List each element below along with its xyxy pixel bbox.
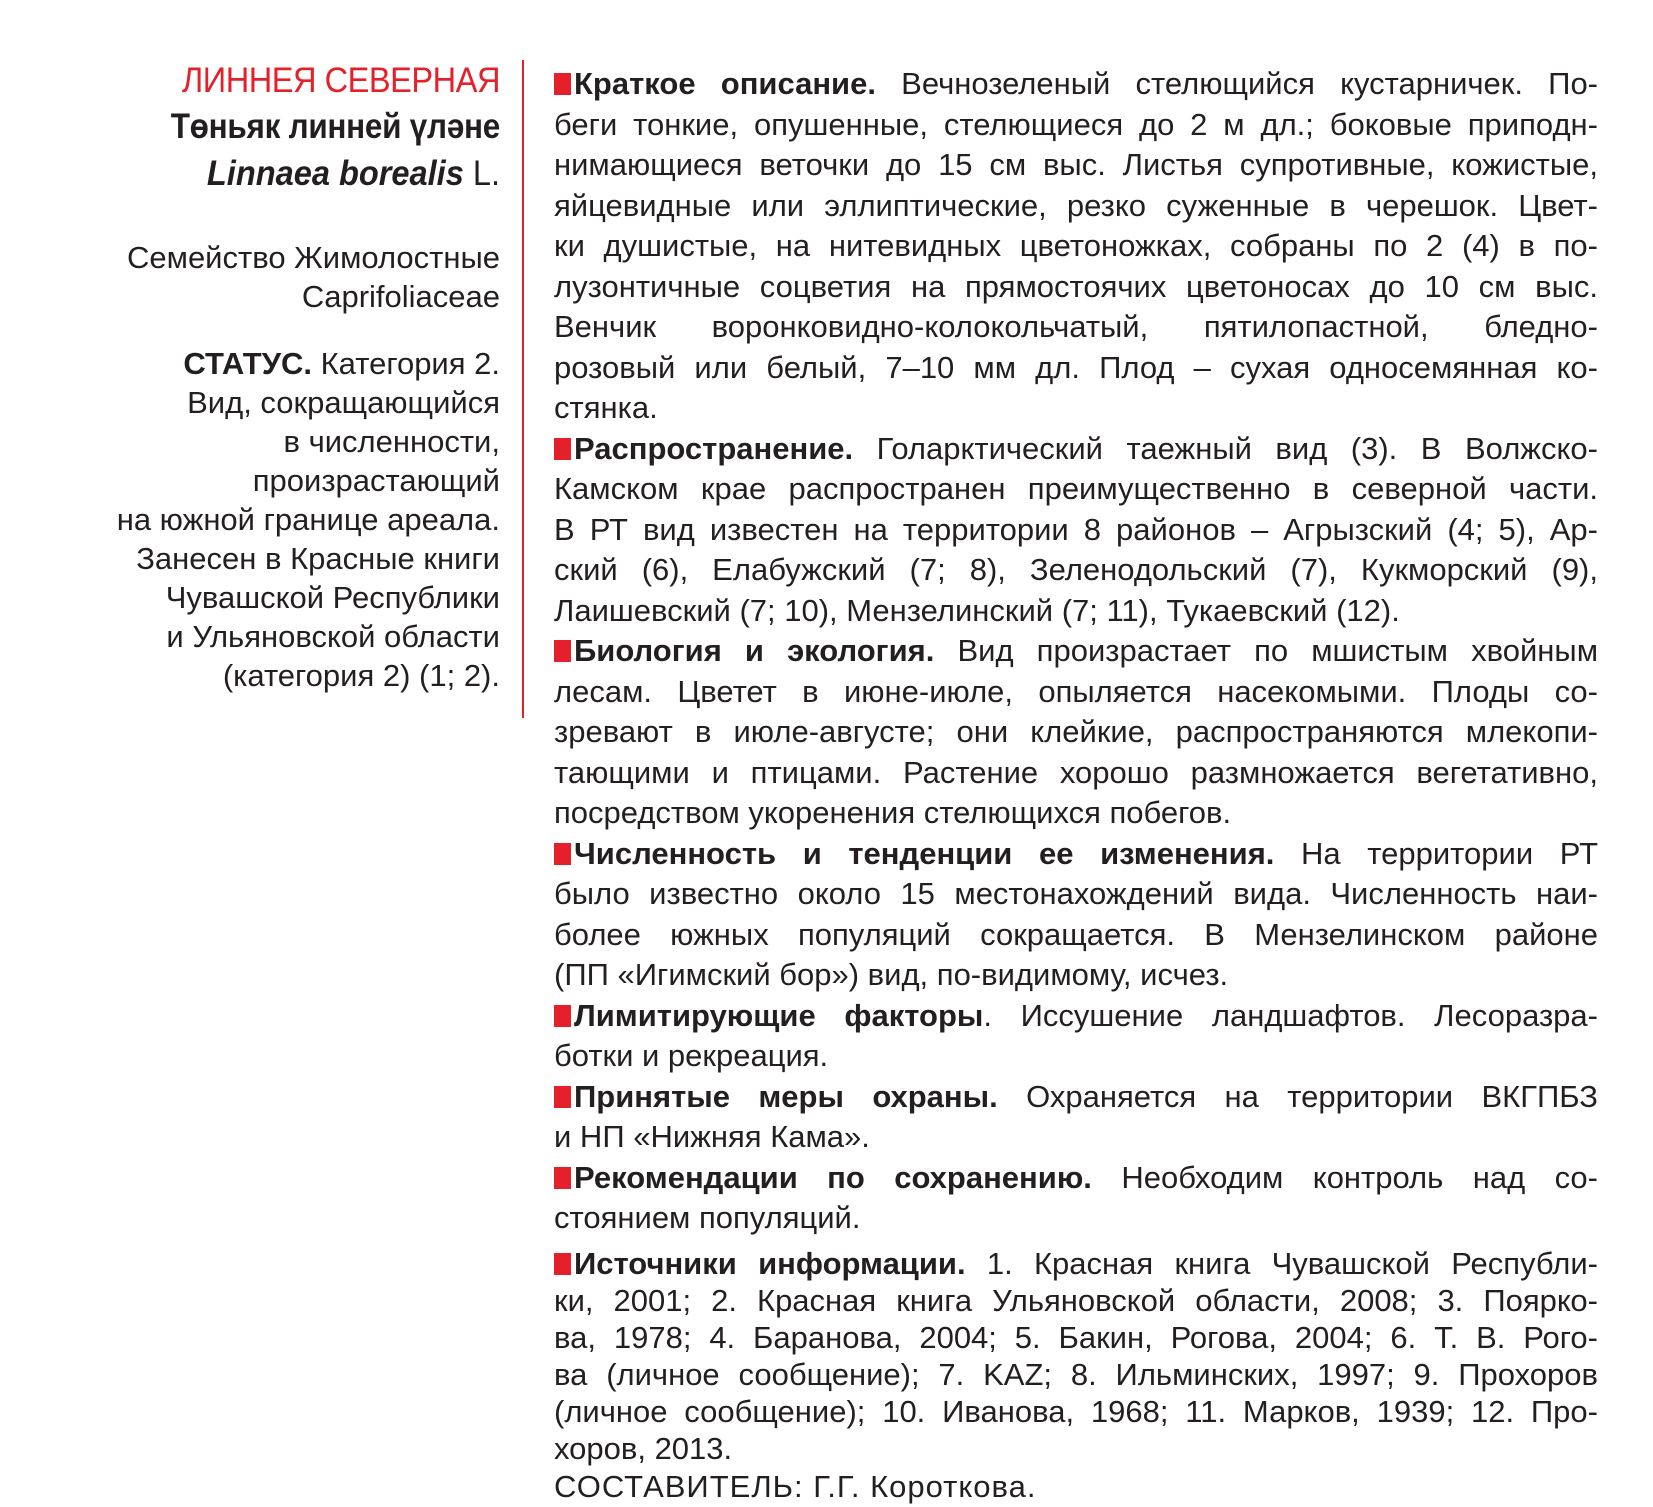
section-heading: Рекомендации по сохранению. <box>574 1159 1092 1195</box>
text-line: Принятые меры охраны. Охраняется на территории ВКГПБЗ <box>554 1077 1598 1118</box>
text-line: (ПП «Игимский бор») вид, по-видимому, исчез. <box>554 957 1229 992</box>
status-category: Категория 2. <box>312 346 500 381</box>
status-text-line: Занесен в Красные книги <box>136 541 500 576</box>
species-body-column <box>554 64 1598 1507</box>
section-marker-icon <box>554 1005 571 1027</box>
section-marker-icon <box>554 438 571 460</box>
text-line: Источники информации. 1. Красная книга Чувашской Республи- <box>554 1245 1598 1282</box>
text-line: ботки и рекреация. <box>554 1038 829 1073</box>
species-title-tatar: Төньяк линней үләне <box>170 107 500 146</box>
text-line: Лаишевский (7; 10), Мензелинский (7; 11), Тукаевский (12). <box>554 592 1400 628</box>
text-line: розовый или белый, 7–10 мм дл. Плод – сухая односемянная ко- <box>554 349 1598 385</box>
section-marker-icon <box>554 1167 571 1189</box>
status-text-line: Чувашской Республики <box>165 580 500 615</box>
status-text-line: Вид, сокращающийся <box>187 385 500 420</box>
text-line: хоров, 2013. <box>554 1430 733 1466</box>
section-description <box>554 64 1598 429</box>
section-recommendations <box>554 1158 1598 1239</box>
section-limiting-factors <box>554 996 1598 1077</box>
section-heading: Принятые меры охраны. <box>574 1078 998 1114</box>
text-line: ский (6), Елабужский (7; 8), Зеленодольский (7), Кукморский (9), <box>554 552 1598 587</box>
section-protection-measures <box>554 1077 1598 1158</box>
species-title-latin <box>91 150 500 198</box>
text-line: и НП «Нижняя Кама». <box>554 1119 870 1154</box>
text-line: ва, 1978; 4. Баранова, 2004; 5. Бакин, Рогова, 2004; 6. Т. В. Рого- <box>554 1319 1598 1355</box>
text-line: посредством укоренения стелющихся побегов. <box>554 795 1232 830</box>
status-text-line: в численности, <box>283 424 500 459</box>
text-line: Распространение. Голарктический таежный вид (3). В Волжско- <box>554 429 1598 470</box>
section-heading: Численность и тенденции ее изменения. <box>574 835 1275 871</box>
section-heading: Источники информации. <box>574 1245 966 1281</box>
status-line <box>60 344 500 383</box>
status-label: СТАТУС. <box>183 346 312 381</box>
section-marker-icon <box>554 1086 571 1108</box>
status-text-line: и Ульяновской области <box>166 619 500 654</box>
section-marker-icon <box>554 640 571 662</box>
text-line: ки душистые, на нитевидных цветоножках, собраны по 2 (4) в по- <box>554 228 1598 263</box>
text-line: (личное сообщение); 10. Иванова, 1968; 11. Марков, 1939; 12. Про- <box>554 1393 1598 1429</box>
text-line: В РТ вид известен на территории 8 районов – Агрызский (4; 5), Ар- <box>554 511 1598 547</box>
text-line: лузонтичные соцветия на прямостоячих цветоносах до 10 см выс. <box>554 268 1598 304</box>
text-line: Численность и тенденции ее изменения. На территории РТ <box>554 834 1598 875</box>
text-line: Биология и экология. Вид произрастает по мшистым хвойным <box>554 631 1598 672</box>
text-line: ва (личное сообщение); 7. KAZ; 8. Ильминских, 1997; 9. Прохоров <box>554 1356 1598 1392</box>
section-heading: Биология и экология. <box>574 633 935 668</box>
text-line: яйцевидные или эллиптические, резко суженные в черешок. Цвет- <box>554 187 1598 223</box>
text-line: Камском крае распространен преимущественно в северной части. <box>554 471 1598 506</box>
family-name-latin: Caprifoliaceae <box>301 279 500 314</box>
species-header-column <box>60 58 500 695</box>
section-sources <box>554 1245 1598 1467</box>
family-block <box>60 238 500 316</box>
status-block <box>60 344 500 695</box>
species-title-russian: ЛИННЕЯ СЕВЕРНАЯ <box>181 61 500 100</box>
section-marker-icon <box>554 843 571 865</box>
family-name-russian: Семейство Жимолостные <box>127 240 500 275</box>
text-line: Лимитирующие факторы. Иссушение ландшафтов. Лесоразра- <box>554 996 1598 1037</box>
text-line: стянка. <box>554 390 658 425</box>
text-line: Краткое описание. Вечнозеленый стелющийся кустарничек. По- <box>554 64 1598 105</box>
section-heading: Лимитирующие факторы <box>574 997 984 1033</box>
text-line: стоянием популяций. <box>554 1200 861 1235</box>
section-abundance <box>554 834 1598 996</box>
section-distribution <box>554 429 1598 632</box>
latin-author: L. <box>463 154 500 193</box>
text-line: было известно около 15 местонахождений вида. Численность наи- <box>554 876 1598 911</box>
text-line: тающими и птицами. Растение хорошо размножается вегетативно, <box>554 754 1598 790</box>
status-text-line: (категория 2) (1; 2). <box>222 658 500 693</box>
section-marker-icon <box>554 1253 571 1275</box>
text-line: ки, 2001; 2. Красная книга Ульяновской области, 2008; 3. Пояркo- <box>554 1282 1598 1318</box>
text-line: более южных популяций сокращается. В Мензелинском районе <box>554 916 1598 952</box>
text-line: беги тонкие, опушенные, стелющиеся до 2 м дл.; боковые приподн- <box>554 106 1598 142</box>
section-heading: Краткое описание. <box>574 66 876 101</box>
status-text-line: на южной границе ареала. <box>116 502 500 537</box>
section-heading: Распространение. <box>574 430 854 466</box>
text-line: Венчик воронковидно-колокольчатый, пятилопастной, бледно- <box>554 309 1598 344</box>
section-biology <box>554 631 1598 834</box>
text-line: лесам. Цветет в июне-июле, опыляется насекомыми. Плоды со- <box>554 673 1598 709</box>
section-marker-icon <box>554 73 571 95</box>
compiler-credit: СОСТАВИТЕЛЬ: Г.Г. Короткова. <box>554 1468 1037 1504</box>
text-line: нимающиеся веточки до 15 см выс. Листья супротивные, кожистые, <box>554 147 1598 182</box>
column-divider <box>522 60 524 718</box>
text-line: Рекомендации по сохранению. Необходим контроль над со- <box>554 1158 1598 1199</box>
latin-name: Linnaea borealis <box>206 154 464 193</box>
status-text-line: произрастающий <box>252 463 500 498</box>
text-line: зревают в июле-августе; они клейкие, распространяются млекопи- <box>554 714 1598 749</box>
